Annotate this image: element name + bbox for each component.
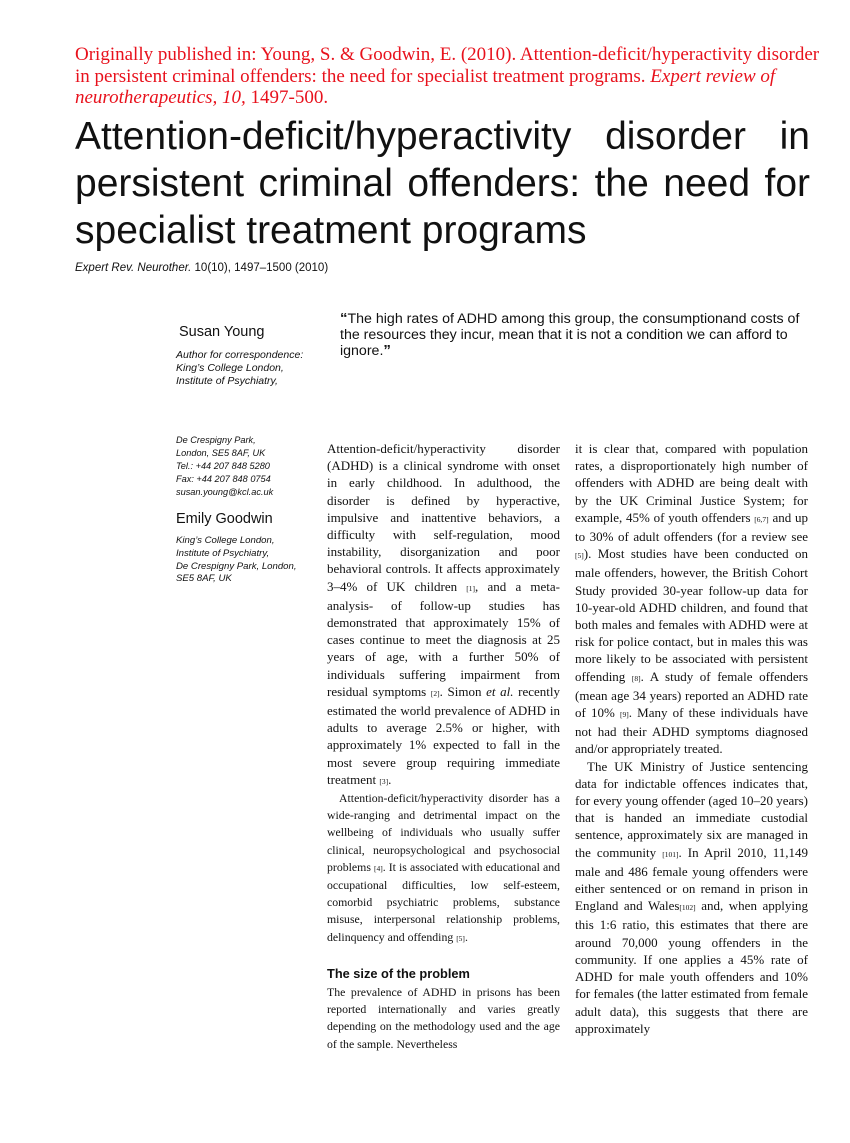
author-name-1: Susan Young: [179, 324, 265, 340]
author-affiliation-1: Author for correspondence: King’s College London, Institute of Psychiatry,: [176, 349, 304, 387]
text-run: . It is associated with educational and occupational difficulties, low self-esteem, comorbid psychiatric problems, substance misuse, interpersonal relationship problems, delinquency and offending: [327, 859, 561, 944]
text-run: and up to 30% of adult offenders (for a review see: [575, 509, 808, 545]
citation-ref: [5]: [575, 551, 584, 561]
text-run: and, when applying this 1:6 ratio, this estimates that there are around 70,000 young offenders in the community. If one applies a 45% rate of ADHD for male youth offenders and 10% for females (the latter estimated from female adult data), this suggests that there are approximately: [575, 898, 808, 1036]
contact-address-line: De Crespigny Park,: [176, 435, 256, 445]
author-contact-1: [176, 434, 306, 499]
publication-note-pages: 1497-500.: [245, 87, 329, 108]
publication-note: [75, 44, 820, 109]
body-paragraph: The prevalence of ADHD in prisons has been reported internationally and varies greatly depending on the methodology used and the age of the sample. Nevertheless: [327, 984, 560, 1051]
citation-ref: [102]: [679, 903, 696, 913]
text-run: , and a meta-analysis- of follow-up studies has demonstrated that approximately 15% of cases continue to meet the diagnosis at 25 years of age, with a further 50% of individuals suffering impairment from residual symptoms: [327, 578, 560, 699]
publication-note-citation: Originally published in: Young, S. & Goodwin, E. (2010). Attention-deficit/hyperactivity disorder in persistent criminal offenders: the need for specialist treatment programs.: [75, 44, 820, 87]
pull-quote-text: The high rates of ADHD among this group, the consumptionand costs of the resources they incur, mean that it is not a condition we can afford to ignore.: [340, 311, 800, 359]
affiliation-line: Institute of Psychiatry,: [176, 547, 270, 559]
article-title: Attention-deficit/hyperactivity disorder in persistent criminal offenders: the need for specialist treatment programs: [75, 115, 810, 252]
pull-quote: [340, 311, 800, 360]
affiliation-line: SE5 8AF, UK: [176, 573, 232, 585]
body-paragraph: [575, 440, 808, 758]
citation-ref: [8]: [631, 673, 641, 683]
text-run: .: [464, 929, 468, 944]
author-name-2: Emily Goodwin: [176, 511, 273, 527]
affiliation-line: De Crespigny Park, London,: [176, 560, 297, 572]
body-column-2: [575, 440, 808, 1037]
citation-ref: [5]: [456, 933, 465, 943]
text-run: . A study of female offenders (mean age 34 years) reported an ADHD rate of 10%: [575, 668, 809, 721]
close-quote-mark: ”: [383, 342, 391, 359]
citation-ref: [1]: [466, 583, 476, 593]
text-run: The UK Ministry of Justice sentencing data for indictable offences indicates that, for every young offender (aged 10–20 years) that is handed an immediate custodial sentence, approximately six are managed in the community: [575, 758, 808, 860]
contact-email: susan.young@kcl.ac.uk: [176, 486, 274, 497]
contact-fax: Fax: +44 207 848 0754: [176, 473, 271, 484]
text-run: Attention-deficit/hyperactivity disorder has a wide-ranging and detrimental impact on the wellbeing of individuals who usually suffer clinical, neuropsychological and psychosocial problems: [327, 791, 560, 874]
text-run: Attention-deficit/hyperactivity disorder (ADHD) is a clinical syndrome with onset in early childhood. In adulthood, the disorder is defined by hyperactive, impulsive and inattentive behaviors, a difficulty with self-regulation, mood instability, disorganization and poor behavioral controls. It affects approximately 3–4% of UK children: [327, 441, 560, 594]
text-run: .: [388, 771, 392, 787]
text-run: recently estimated the world prevalence of ADHD in adults to average 2.5% or higher, with approximately 1% expected to fall in the most severe group requiring immediate treatment: [327, 683, 560, 787]
et-al: et al.: [486, 683, 514, 699]
text-run: ). Most studies have been conducted on male offenders, however, the British Cohort Study provided 30-year follow-up data for 10-year-old ADHD children, and found that both males and females with ADHD were at risk for police contact, but in males this was more likely to be associated with persistent offending: [575, 546, 808, 684]
citation-ref: [6,7]: [754, 514, 769, 524]
author-affiliation-2: [176, 535, 306, 586]
body-paragraph: [575, 758, 808, 1037]
journal-name: Expert Rev. Neurother.: [75, 262, 192, 274]
citation-ref: [4]: [373, 863, 383, 873]
citation-ref: [101]: [662, 849, 679, 859]
section-heading: The size of the problem: [327, 965, 470, 981]
citation-ref: [9]: [619, 710, 629, 720]
text-run: . Many of these individuals have not had their ADHD symptoms diagnosed and/or appropriately treated.: [575, 705, 808, 757]
text-run: . Simon: [439, 683, 487, 699]
open-quote-mark: “: [340, 310, 348, 327]
body-paragraph: [327, 440, 560, 790]
contact-city-line: London, SE5 8AF, UK: [176, 447, 266, 458]
citation-ref: [2]: [430, 688, 440, 698]
journal-details: 10(10), 1497–1500 (2010): [191, 262, 329, 274]
body-paragraph: [327, 790, 560, 947]
journal-line: [75, 262, 328, 274]
contact-phone: Tel.: +44 207 848 5280: [176, 460, 270, 471]
citation-ref: [3]: [379, 776, 389, 786]
publication-note-journal: Expert review of neurotherapeutics, 10,: [75, 65, 776, 108]
text-run: it is clear that, compared with population rates, a disproportionately high number of offenders with ADHD are being dealt with by the UK Criminal Justice System; for example, 45% of youth offenders: [575, 441, 808, 525]
text-run: . In April 2010, 11,149 male and 486 female young offenders were either sentenced or on remand in prison in England and Wales: [575, 844, 808, 914]
affiliation-line: King’s College London,: [176, 535, 275, 546]
body-column-1: [327, 440, 560, 1053]
